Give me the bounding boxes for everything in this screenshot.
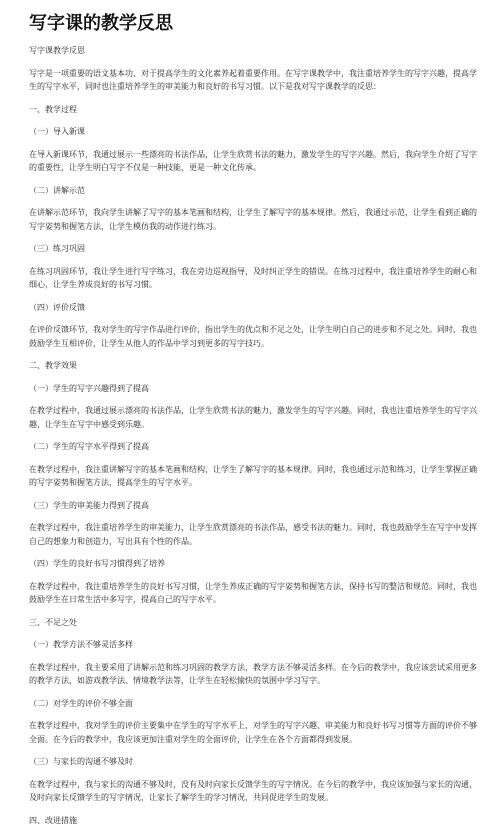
paragraph: 在练习巩固环节，我让学生进行写字练习，我在旁边巡视指导，及时纠正学生的错误。在练习过程中，我注重培养学生的耐心和细心，让学生养成良好的书写习惯。 [29,265,479,292]
document-subtitle: 写字课教学反思 [29,44,479,58]
paragraph: 在教学过程中，我主要采用了讲解示范和练习巩固的教学方法，教学方法不够灵活多样。在今后的教学中，我应该尝试采用更多的教学方法，如游戏教学法、情境教学法等，让学生在轻松愉快的氛围中学习写字。 [29,661,479,688]
section-heading: （三）练习巩固 [29,242,479,256]
paragraph: 写字是一项重要的语文基本功，对于提高学生的文化素养起着重要作用。在写字课教学中，我注重培养学生的写字兴趣，提高学生的写字水平，同时也注重培养学生的审美能力和良好的书写习惯。以下是我对写字课教学的反思： [29,67,479,94]
document-page [29,0,479,827]
paragraph: 在教学过程中，我对学生的评价主要集中在学生的写字水平上，对学生的写字兴趣、审美能力和良好书写习惯等方面的评价不够全面。在今后的教学中，我应该更加注重对学生的全面评价，让学生在各个方面都得到发展。 [29,719,479,746]
document-body [29,44,479,827]
section-heading: （二）讲解示范 [29,184,479,198]
section-heading: （一）导入新课 [29,125,479,139]
paragraph: 在评价反馈环节，我对学生的写字作品进行评价，指出学生的优点和不足之处，让学生明白自己的进步和不足之处。同时，我也鼓励学生互相评价，让学生从他人的作品中学习到更多的写字技巧。 [29,323,479,350]
section-heading: （四）评价反馈 [29,301,479,315]
section-heading: 三、不足之处 [29,616,479,630]
paragraph: 在教学过程中，我注重培养学生的审美能力，让学生欣赏漂亮的书法作品，感受书法的魅力。同时，我也鼓励学生在写字中发挥自己的想象力和创造力，写出具有个性的作品。 [29,521,479,548]
paragraph: 在教学过程中，我与家长的沟通不够及时，没有及时向家长反馈学生的写字情况。在今后的教学中，我应该加强与家长的沟通，及时向家长反馈学生的写字情况，让家长了解学生的学习情况，共同促进学生的发展。 [29,778,479,805]
paragraph: 在讲解示范环节，我向学生讲解了写字的基本笔画和结构，让学生了解写字的基本规律。然后，我通过示范，让学生看到正确的写字姿势和握笔方法，让学生模仿我的动作进行练习。 [29,206,479,233]
paragraph: 在教学过程中，我注重培养学生的良好书写习惯，让学生养成正确的写字姿势和握笔方法，保持书写的整洁和规范。同时，我也鼓励学生在日常生活中多写字，提高自己的写字水平。 [29,580,479,607]
section-heading: （一）学生的写字兴趣得到了提高 [29,382,479,396]
section-heading: （二）学生的写字水平得到了提高 [29,440,479,454]
section-heading: （二）对学生的评价不够全面 [29,697,479,711]
section-heading: 二、教学效果 [29,359,479,373]
document-title: 写字课的教学反思 [29,12,479,36]
paragraph: 在教学过程中，我通过展示漂亮的书法作品，让学生欣赏书法的魅力，激发学生的写字兴趣。同时，我也注重培养学生的写字兴趣，让学生在写字中感受到乐趣。 [29,404,479,431]
section-heading: 四、改进措施 [29,814,479,827]
section-heading: 一、教学过程 [29,103,479,117]
section-heading: （一）教学方法不够灵活多样 [29,638,479,652]
paragraph: 在教学过程中，我注重讲解写字的基本笔画和结构，让学生了解写字的基本规律。同时，我也通过示范和练习，让学生掌握正确的写字姿势和握笔方法，提高学生的写字水平。 [29,463,479,490]
section-heading: （三）学生的审美能力得到了提高 [29,499,479,513]
section-heading: （四）学生的良好书写习惯得到了培养 [29,557,479,571]
section-heading: （三）与家长的沟通不够及时 [29,755,479,769]
paragraph: 在导入新课环节，我通过展示一些漂亮的书法作品，让学生欣赏书法的魅力，激发学生的写字兴趣。然后，我向学生介绍了写字的重要性，让学生明白写字不仅是一种技能，更是一种文化传承。 [29,148,479,175]
